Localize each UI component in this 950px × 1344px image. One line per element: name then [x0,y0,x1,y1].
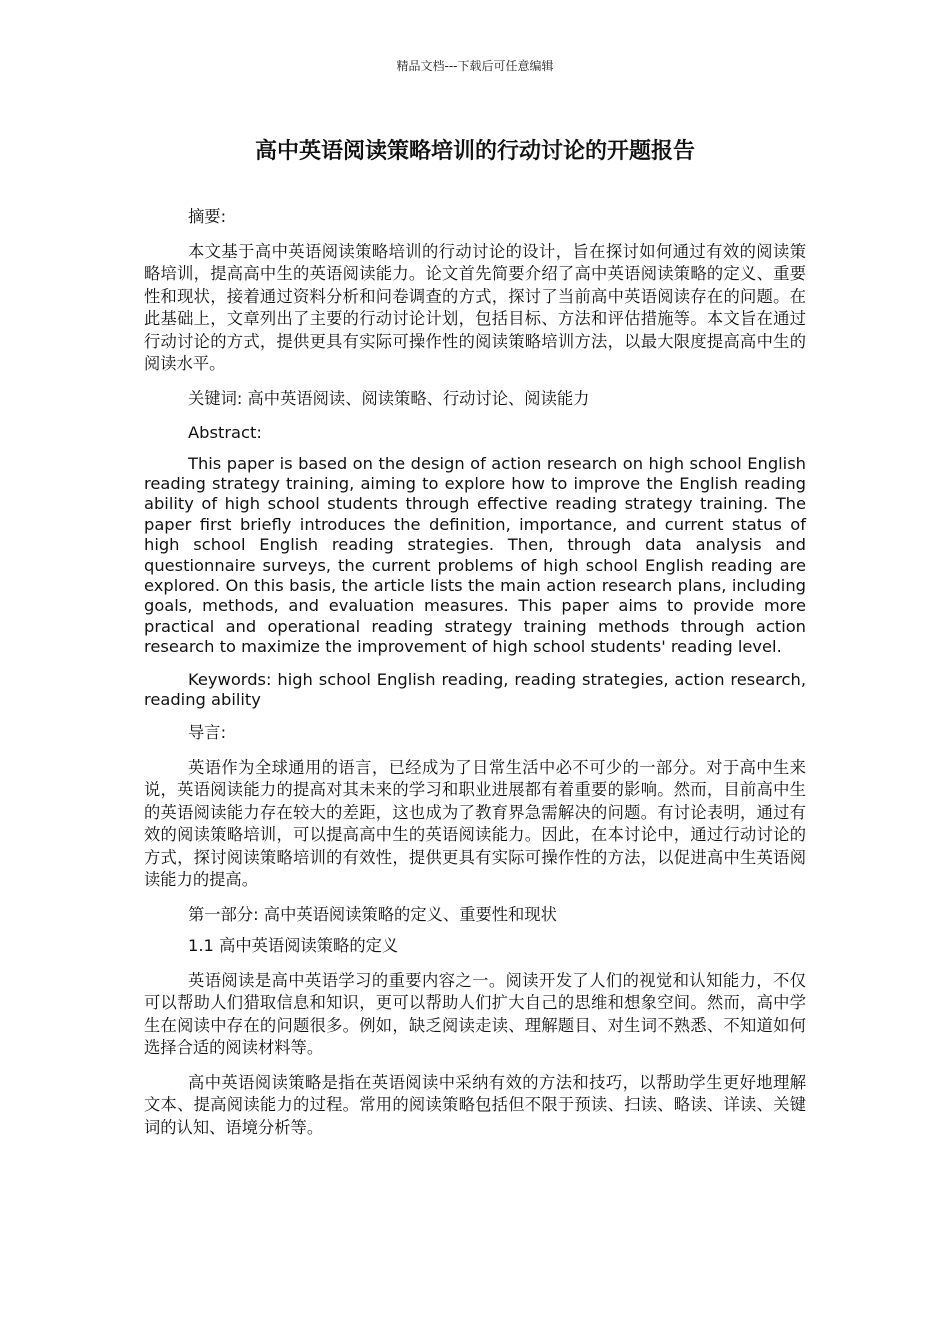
abstract-paragraph-en: This paper is based on the design of action research on high school English reading strategy training, aiming to explore how to improve the English reading ability of high school students through effective reading strategy training. The paper first briefly introduces the definition, importance, and current status of high school English reading strategies. Then, through data analysis and questionnaire surveys, the current problems of high school English reading are explored. On this basis, the article lists the main action research plans, including goals, methods, and evaluation measures. This paper aims to provide more practical and operational reading strategy training methods through action research to maximize the improvement of high school students' reading level. [144,453,806,657]
header-note: 精品文档---下载后可任意编辑 [396,59,554,73]
document-body [144,206,806,1139]
abstract-heading-zh: 摘要: [188,207,227,226]
subsection-1-1-heading: 1.1 高中英语阅读策略的定义 [188,936,399,956]
section-one-heading: 第一部分: 高中英语阅读策略的定义、重要性和现状 [188,904,557,924]
introduction-paragraph: 英语作为全球通用的语言，已经成为了日常生活中必不可少的一部分。对于高中生来说，英语阅读能力的提高对其未来的学习和职业进展都有着重要的影响。然而，目前高中生的英语阅读能力存在较大的差距，这也成为了教育界急需解决的问题。有讨论表明，通过有效的阅读策略培训，可以提高高中生的英语阅读能力。因此，在本讨论中，通过行动讨论的方式，探讨阅读策略培训的有效性，提供更具有实际可操作性的方法，以促进高中生英语阅读能力的提高。 [144,757,806,890]
introduction-heading: 导言: [188,723,227,743]
document-title: 高中英语阅读策略培训的行动讨论的开题报告 [254,139,695,164]
subsection-1-1-paragraph-2: 高中英语阅读策略是指在英语阅读中采纳有效的方法和技巧，以帮助学生更好地理解文本、提高阅读能力的过程。常用的阅读策略包括但不限于预读、扫读、略读、详读、关键词的认知、语境分析等。 [144,1072,806,1137]
subsection-1-1-paragraph-1: 英语阅读是高中英语学习的重要内容之一。阅读开发了人们的视觉和认知能力，不仅可以帮助人们猎取信息和知识，更可以帮助人们扩大自己的思维和想象空间。然而，高中学生在阅读中存在的问题很多。例如，缺乏阅读走读、理解题目、对生词不熟悉、不知道如何选择合适的阅读材料等。 [144,970,806,1058]
keywords-en: Keywords: high school English reading, reading strategies, action research, reading ability [144,669,806,709]
abstract-paragraph-zh: 本文基于高中英语阅读策略培训的行动讨论的设计，旨在探讨如何通过有效的阅读策略培训，提高高中生的英语阅读能力。论文首先简要介绍了高中英语阅读策略的定义、重要性和现状，接着通过资料分析和问卷调查的方式，探讨了当前高中英语阅读存在的问题。在此基础上，文章列出了主要的行动讨论计划，包括目标、方法和评估措施等。本文旨在通过行动讨论的方式，提供更具有实际可操作性的阅读策略培训方法，以最大限度提高高中生的阅读水平。 [144,241,806,373]
abstract-heading-en: Abstract: [188,423,262,442]
keywords-zh: 关键词: 高中英语阅读、阅读策略、行动讨论、阅读能力 [188,388,590,408]
